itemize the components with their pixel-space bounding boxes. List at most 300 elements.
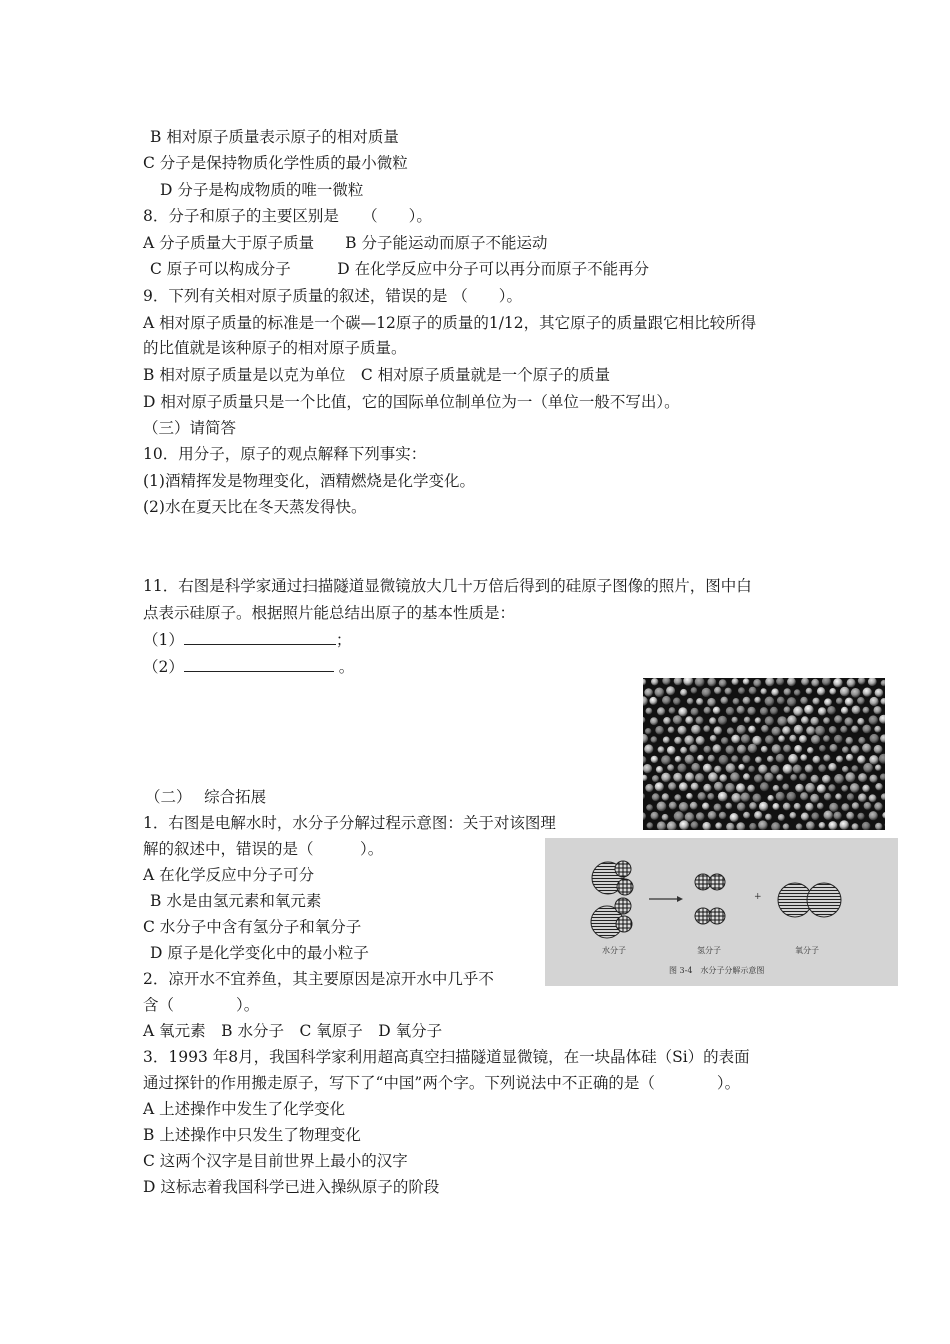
silicon-atom-dot [857, 718, 864, 725]
silicon-atom-dot [874, 726, 881, 733]
silicon-atom-dot [817, 687, 825, 695]
silicon-atom-dot [714, 782, 723, 791]
silicon-atom-dot [824, 811, 833, 820]
silicon-atom-dot [771, 688, 779, 696]
silicon-atom-dot [852, 706, 861, 715]
silicon-atom-dot [678, 764, 687, 773]
silicon-atom-dot [752, 736, 761, 745]
silicon-atom-dot [743, 812, 750, 819]
silicon-atom-dot [875, 783, 882, 790]
question-10: 10．用分子，原子的观点解释下列事实： [143, 445, 427, 463]
silicon-atom-dot [644, 688, 653, 697]
silicon-atom-dot [795, 784, 804, 793]
arrow-right-icon [649, 896, 683, 902]
answer-line-1: （1） ； [143, 631, 352, 649]
silicon-atom-dot [713, 707, 721, 715]
silicon-atom-dot [702, 688, 711, 697]
silicon-atom-dot [685, 772, 694, 781]
extension-q3-option-b: B 上述操作中只发生了物理变化 [143, 1126, 361, 1144]
silicon-atom-dot [776, 754, 785, 763]
silicon-atom-dot [823, 717, 830, 724]
silicon-atom-dot [783, 764, 793, 774]
silicon-atom-dot [696, 812, 705, 821]
silicon-atom-dot [815, 726, 825, 736]
silicon-atom-dot [663, 737, 670, 744]
extension-q2-options: A 氧元素 B 水分子 C 氧原子 D 氧分子 [143, 1022, 443, 1040]
silicon-atom-dot [656, 766, 663, 773]
section-heading-extension: （二） 综合拓展 [145, 788, 267, 806]
silicon-atom-dot [743, 773, 750, 780]
silicon-atom-dot [870, 697, 879, 706]
extension-q3-option-c: C 这两个汉字是目前世界上最小的汉字 [143, 1152, 408, 1170]
silicon-atom-dot [761, 746, 768, 753]
silicon-atom-dot [758, 765, 767, 774]
silicon-atom-dot [718, 792, 728, 802]
silicon-atom-dot [708, 772, 718, 782]
silicon-atom-dot [794, 689, 801, 696]
silicon-atom-dot [794, 725, 803, 734]
silicon-atom-dot [679, 802, 689, 812]
silicon-atom-dot [704, 746, 711, 753]
silicon-atom-dot [655, 782, 664, 791]
answer-blank-1[interactable] [184, 629, 336, 645]
silicon-atom-dot [834, 774, 844, 784]
silicon-atom-dot [869, 811, 878, 820]
silicon-atom-dot [824, 698, 832, 706]
silicon-atom-dot [651, 736, 658, 743]
silicon-atom-dot [715, 822, 722, 829]
silicon-atom-dot [828, 763, 836, 771]
silicon-atom-dot [647, 822, 654, 829]
silicon-atom-dot [852, 765, 859, 772]
question-9-option-a: A 相对原子质量的标准是一个碳—12原子的质量的1/12，其它原子的质量跟它相比较所得 [143, 314, 757, 332]
silicon-atom-dot [765, 697, 775, 707]
silicon-atom-dot [738, 764, 745, 771]
question-9-option-a-cont: 的比值就是该种原子的相对原子质量。 [143, 339, 407, 357]
silicon-atom-dot [770, 707, 778, 715]
silicon-atom-dot [806, 726, 815, 735]
silicon-atom-dot [667, 764, 674, 771]
silicon-atom-dot [714, 726, 722, 734]
silicon-atom-dot [787, 697, 796, 706]
silicon-atom-dot [655, 726, 664, 735]
extension-question-2: 2．凉开水不宜养鱼，其主要原因是凉开水中几乎不 [143, 970, 494, 988]
silicon-atom-dot [828, 784, 835, 791]
silicon-atom-dot [667, 746, 676, 755]
silicon-atom-dot [811, 775, 819, 783]
silicon-atom-dot [874, 706, 882, 714]
silicon-atom-dot [765, 716, 774, 725]
silicon-atom-dot [869, 715, 878, 724]
silicon-atom-dot [714, 804, 722, 812]
silicon-atom-dot [793, 706, 803, 716]
silicon-atom-dot [685, 755, 695, 765]
silicon-atom-dot [840, 687, 850, 697]
silicon-atom-dot [673, 698, 681, 706]
silicon-atom-dot [830, 744, 838, 752]
answer-label-1: （1） [143, 631, 184, 649]
silicon-atom-dot [875, 689, 884, 698]
question-10-part-1: (1)酒精挥发是物理变化，酒精燃烧是化学变化。 [143, 472, 475, 490]
silicon-atom-dot [737, 745, 746, 754]
silicon-atom-dot [841, 803, 849, 811]
silicon-atom-dot [799, 735, 807, 743]
silicon-atom-dot [778, 814, 785, 821]
silicon-atom-dot [674, 811, 684, 821]
silicon-atom-dot [794, 745, 802, 753]
silicon-atom-dot [862, 822, 871, 830]
silicon-atom-dot [761, 688, 767, 694]
silicon-atom-dot [829, 726, 837, 734]
silicon-atom-dot [643, 764, 652, 773]
silicon-atom-dot [749, 687, 757, 695]
section-heading-short-answer: （三）请简答 [143, 419, 237, 437]
question-8-options-ab: A 分子质量大于原子质量 B 分子能运动而原子不能运动 [143, 234, 548, 252]
silicon-atom-dot [787, 715, 797, 725]
silicon-atom-dot [864, 802, 872, 810]
silicon-atom-dot [862, 725, 871, 734]
silicon-atom-dot [657, 707, 665, 715]
silicon-atom-dot [651, 756, 658, 763]
silicon-atom-dot [753, 679, 761, 687]
silicon-atom-dot [813, 756, 821, 764]
silicon-atom-dot [772, 744, 781, 753]
silicon-atom-dot [773, 785, 780, 792]
silicon-atom-dot [828, 821, 837, 830]
silicon-atom-dot [822, 775, 831, 784]
silicon-atom-dot [874, 745, 883, 754]
silicon-atom-dot [658, 746, 665, 753]
silicon-atom-dot [811, 812, 819, 820]
hydrogen-molecule-icon [695, 874, 725, 890]
silicon-atom-dot [836, 698, 843, 705]
silicon-atom-dot [663, 717, 671, 725]
silicon-atom-dot [827, 706, 836, 715]
silicon-atom-dot [776, 792, 785, 801]
silicon-atom-dot [755, 717, 761, 723]
silicon-atom-dot [783, 745, 791, 753]
extension-q1-option-a: A 在化学反应中分子可分 [143, 866, 315, 884]
label-oxygen-molecule: 氧分子 [795, 946, 819, 955]
question-8: 8．分子和原子的主要区别是 （ ）。 [143, 207, 432, 225]
silicon-atom-dot [806, 688, 813, 695]
silicon-atom-dot [707, 678, 716, 687]
extension-q3-option-d: D 这标志着我国科学已进入操纵原子的阶段 [143, 1178, 440, 1196]
silicon-atom-dot [759, 802, 768, 811]
silicon-atom-dot [754, 697, 761, 704]
silicon-atom-dot [738, 687, 745, 694]
silicon-atom-dot [680, 747, 687, 754]
silicon-atom-dot [703, 764, 712, 773]
silicon-atom-dot [743, 697, 751, 705]
water-decomposition-diagram [545, 838, 898, 986]
answer-line-2: （2） 。 [143, 658, 355, 676]
silicon-atom-dot [805, 764, 813, 772]
silicon-atom-dot [691, 708, 699, 716]
silicon-atom-dot [662, 814, 669, 821]
silicon-atom-dot [869, 794, 877, 802]
silicon-atom-dot [651, 678, 658, 685]
silicon-atom-dot [857, 697, 865, 705]
silicon-atom-dot [742, 755, 750, 763]
silicon-atom-dot [858, 737, 865, 744]
silicon-atom-dot [749, 823, 756, 830]
silicon-atom-dot [668, 727, 675, 734]
silicon-atom-dot [870, 734, 879, 743]
silicon-atom-dot [839, 820, 849, 830]
silicon-atom-dot [703, 784, 711, 792]
question-8-options-cd: C 原子可以构成分子 D 在化学反应中分子可以再分而原子不能再分 [150, 260, 650, 278]
silicon-atom-dot [679, 820, 689, 830]
silicon-atom-dot [760, 782, 769, 791]
silicon-atom-dot [783, 803, 791, 811]
silicon-atom-dot [846, 754, 853, 761]
silicon-atom-dot [764, 773, 773, 782]
silicon-atom-dot [806, 821, 815, 830]
silicon-atom-dot [777, 716, 787, 726]
silicon-atom-dot [846, 737, 854, 745]
silicon-atom-dot [707, 793, 714, 800]
silicon-atom-dot [732, 678, 739, 685]
silicon-atom-dot [778, 735, 785, 742]
silicon-atom-dot [697, 755, 704, 762]
silicon-atom-dot [719, 679, 727, 687]
silicon-atom-dot [875, 765, 881, 771]
silicon-atom-dot [710, 735, 717, 742]
silicon-atom-dot [869, 755, 878, 764]
silicon-atom-dot [862, 744, 871, 753]
silicon-atom-dot [741, 793, 750, 802]
silicon-atom-dot [645, 728, 651, 734]
silicon-atom-dot [787, 792, 797, 802]
silicon-atom-dot [666, 686, 675, 695]
silicon-atom-dot [760, 707, 768, 715]
silicon-atom-dot [725, 688, 732, 695]
question-9-option-d: D 相对原子质量只是一个比值，它的国际单位制单位为一（单位一般不写出）。 [143, 393, 680, 411]
silicon-atom-dot [810, 794, 819, 803]
silicon-atom-dot [858, 773, 867, 782]
silicon-atom-dot [874, 802, 882, 810]
silicon-atom-dot [696, 716, 704, 724]
silicon-atom-dot [741, 734, 750, 743]
silicon-atom-dot [708, 755, 715, 762]
question-10-part-2: (2)水在夏天比在冬天蒸发得快。 [143, 498, 367, 516]
silicon-atom-dot [851, 745, 859, 753]
silicon-atom-dot [875, 823, 882, 830]
silicon-atom-dot [824, 793, 832, 801]
silicon-atom-dot [709, 717, 716, 724]
silicon-atom-dot [650, 717, 658, 725]
silicon-atom-dot [696, 736, 705, 745]
silicon-atom-dot [674, 737, 682, 745]
silicon-atom-dot [737, 725, 746, 734]
hydrogen-molecule-icon [695, 908, 725, 924]
option-c-line: C 分子是保持物质化学性质的最小微粒 [143, 154, 408, 172]
silicon-atom-dot [863, 688, 872, 697]
silicon-atom-dot [733, 698, 740, 705]
silicon-atom-dot [730, 813, 739, 822]
silicon-atom-dot [800, 754, 807, 761]
silicon-atom-dot [703, 725, 710, 732]
silicon-atom-dot [773, 803, 780, 810]
silicon-atom-dot [852, 823, 859, 830]
silicon-atom-dot [696, 698, 703, 705]
silicon-atom-dot [737, 803, 746, 812]
silicon-atom-dot [811, 735, 820, 744]
silicon-atom-dot [675, 756, 682, 763]
silicon-atom-dot [661, 755, 671, 765]
silicon-atom-dot [847, 678, 856, 687]
silicon-atom-dot [726, 707, 734, 715]
silicon-atom-dot [662, 793, 669, 800]
silicon-atom-dot [841, 785, 848, 792]
silicon-atom-dot [770, 765, 779, 774]
silicon-atom-dot [819, 745, 826, 752]
silicon-atom-dot [841, 707, 848, 714]
silicon-atom-dot [695, 773, 704, 782]
silicon-atom-dot [852, 802, 859, 809]
silicon-atom-dot [719, 774, 727, 782]
silicon-atom-dot [847, 793, 854, 800]
silicon-atom-dot [789, 735, 796, 742]
silicon-atom-dot [788, 754, 798, 764]
extension-question-1: 1．右图是电解水时，水分子分解过程示意图：关于对该图理 [143, 814, 556, 832]
silicon-atom-dot [707, 698, 716, 707]
silicon-atom-dot [850, 783, 860, 793]
silicon-atom-dot [800, 697, 808, 705]
silicon-atom-photo [643, 678, 885, 830]
answer-blank-2[interactable] [184, 656, 334, 672]
silicon-atom-dot [691, 725, 701, 735]
silicon-atom-dot [691, 687, 698, 694]
silicon-atom-dot [790, 774, 797, 781]
silicon-atom-dot [800, 792, 808, 800]
silicon-atom-dot [748, 744, 757, 753]
silicon-atom-dot [713, 744, 722, 753]
silicon-atom-dot [783, 823, 790, 830]
silicon-atom-dot [686, 793, 693, 800]
silicon-atom-dot [801, 716, 809, 724]
plus-sign: + [754, 892, 762, 902]
silicon-atom-dot [851, 726, 858, 733]
silicon-atom-dot [652, 793, 660, 801]
silicon-atom-dot [772, 727, 781, 736]
silicon-atom-dot [691, 763, 700, 772]
silicon-atom-dot [704, 707, 711, 714]
silicon-atom-dot [669, 802, 677, 810]
silicon-atom-dot [645, 784, 653, 792]
silicon-atom-dot [834, 735, 843, 744]
silicon-atom-dot [684, 735, 694, 745]
silicon-atom-dot [768, 795, 774, 801]
silicon-atom-dot [863, 707, 870, 714]
silicon-atom-dot [835, 793, 842, 800]
silicon-atom-dot [840, 726, 847, 733]
silicon-atom-dot [823, 735, 830, 742]
silicon-atom-dot [668, 782, 676, 790]
silicon-atom-dot [790, 812, 797, 819]
silicon-atom-dot [858, 793, 867, 802]
silicon-atom-dot [687, 698, 694, 705]
silicon-atom-dot [862, 785, 870, 793]
silicon-atom-dot [657, 802, 667, 812]
silicon-atom-dot [818, 764, 826, 772]
silicon-atom-dot [863, 763, 873, 773]
silicon-atom-dot [845, 698, 854, 707]
silicon-atom-dot [718, 716, 727, 725]
silicon-atom-dot [758, 820, 768, 830]
answer-label-2: （2） [143, 658, 184, 676]
extension-question-1-cont: 解的叙述中，错误的是（ ）。 [143, 840, 384, 858]
silicon-atom-dot [674, 794, 681, 801]
silicon-atom-dot [811, 717, 819, 725]
silicon-atom-dot [833, 678, 842, 687]
silicon-atom-dot [731, 735, 740, 744]
silicon-atom-dot [649, 697, 657, 705]
silicon-atom-dot [661, 773, 671, 783]
silicon-atom-dot [714, 766, 721, 773]
oxygen-molecule-icon [778, 883, 841, 917]
silicon-atom-dot [689, 745, 697, 753]
silicon-atom-dot [726, 745, 735, 754]
diagram-caption: 图 3-4 水分子分解示意图 [669, 966, 765, 975]
silicon-atom-dot [747, 707, 755, 715]
silicon-atom-dot [857, 755, 865, 763]
silicon-atom-dot [801, 813, 809, 821]
silicon-atom-dot [869, 775, 877, 783]
silicon-atom-dot [698, 792, 706, 800]
silicon-atom-dot [727, 727, 734, 734]
silicon-atom-dot [846, 812, 854, 820]
silicon-atom-dot [748, 726, 756, 734]
silicon-atom-dot [679, 782, 688, 791]
silicon-atom-dot [731, 755, 738, 762]
silicon-atom-dot [690, 802, 698, 810]
silicon-atom-dot [836, 756, 843, 763]
silicon-atom-dot [726, 763, 736, 773]
silicon-atom-dot [805, 783, 815, 793]
silicon-atom-dot [753, 794, 762, 803]
silicon-atom-dot [805, 803, 813, 811]
silicon-atom-dot [714, 687, 721, 694]
silicon-atom-dot [721, 697, 729, 705]
silicon-atom-dot [829, 803, 838, 812]
silicon-atom-dot [662, 696, 671, 705]
silicon-atom-dot [845, 772, 855, 782]
silicon-atom-dot [719, 755, 729, 765]
silicon-atom-dot [651, 812, 659, 820]
silicon-atom-dot [845, 717, 854, 726]
silicon-atom-dot [793, 765, 802, 774]
silicon-atom-dot [737, 706, 745, 714]
silicon-atom-dot [725, 783, 735, 793]
silicon-atom-dot [819, 822, 826, 829]
silicon-atom-dot [721, 737, 728, 744]
option-b-line: B 相对原子质量表示原子的相对质量 [150, 128, 399, 146]
silicon-atom-dot [678, 707, 687, 716]
silicon-atom-dot [784, 688, 791, 695]
silicon-atom-dot [842, 766, 849, 773]
extension-q1-option-c: C 水分子中含有氢分子和氧分子 [143, 918, 362, 936]
silicon-atom-dot [691, 821, 699, 829]
silicon-atom-dot [782, 726, 790, 734]
extension-question-3-cont: 通过探针的作用搬走原子，写下了“中国”两个字。下列说法中不正确的是（ ）。 [143, 1074, 741, 1092]
silicon-atom-dot [743, 678, 750, 685]
silicon-atom-dot [736, 783, 745, 792]
question-11-cont: 点表示硅原子。根据照片能总结出原子的基本性质是： [143, 604, 516, 622]
silicon-atom-dot [761, 725, 769, 733]
silicon-atom-dot [817, 803, 824, 810]
